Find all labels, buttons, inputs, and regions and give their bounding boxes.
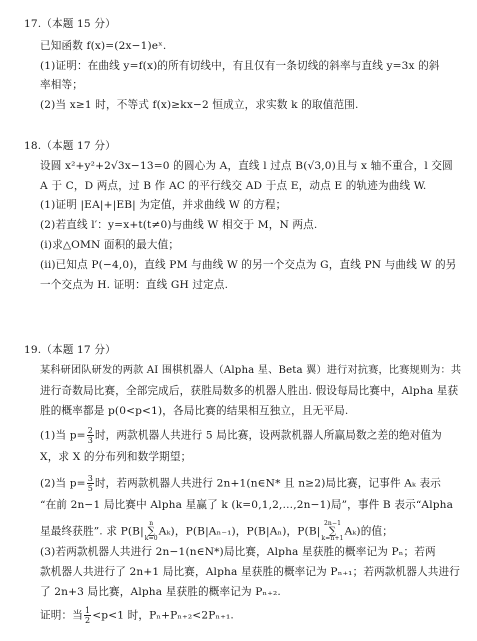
q19-line-11: 了 2n+3 局比赛，Alpha 星获胜的概率记为 Pₙ₊₂. — [40, 586, 281, 598]
sum-upper-limit: n — [149, 520, 154, 527]
fraction-denominator: 2 — [84, 616, 91, 625]
q18-line-5: (i)求△OMN 面积的最大值； — [40, 239, 180, 251]
sigma-icon: ∑ — [147, 526, 155, 537]
q19-line-7: “在前 2n−1 局比赛中 Alpha 星赢了 k (k=0,1,2,…,2n−1)局”，事件 B 表示“Alpha — [40, 499, 454, 511]
q18-line-6: (ii)已知点 P(−4,0)，直线 PM 与曲线 W 的另一个交点为 G，直线 PN 与曲线 W 的另 — [40, 259, 457, 271]
sum-lower-limit: k=0 — [144, 535, 158, 542]
summation-symbol — [145, 521, 158, 542]
q18-line-7: 一个交点为 H. 证明：直线 GH 过定点. — [40, 279, 229, 291]
q19-part-2-text: 时，若两款机器人共进行 2n+1(n∈N* 且 n≥2)局比赛，记事件 Aₖ 表示 — [94, 477, 442, 490]
q17-heading: 17.（本题 15 分） — [24, 18, 116, 30]
q19-part-1-lead: (1)当 p= — [40, 429, 86, 442]
sum-upper-limit: 2n−1 — [323, 520, 342, 527]
fraction-numerator: 3 — [87, 474, 93, 483]
q19-proof-text: <p<1 时，Pₙ+Pₙ₊₂<2Pₙ₊₁. — [92, 609, 234, 622]
q17-line-2: (1)证明：在曲线 y=f(x)的所有切线中，有且仅有一条切线的斜率与直线 y=3x 的斜 — [40, 60, 440, 72]
q19-line-1: 某科研团队研发的两款 AI 围棋机器人（Alpha 星、Beta 翼）进行对抗赛，比赛规则为：共 — [40, 365, 462, 376]
q19-line-10: 款机器人共进行了 2n+1 局比赛，Alpha 星获胜的概率记为 Pₙ₊₁；若两款机器人共进行 — [40, 566, 461, 578]
q19-line-5: X，求 X 的分布列和数学期望； — [40, 451, 192, 463]
q17-line-4: (2)当 x≥1 时，不等式 f(x)≥kx−2 恒成立，求实数 k 的取值范围. — [40, 99, 359, 111]
q19-proof — [40, 606, 463, 625]
fraction-denominator: 5 — [87, 484, 93, 493]
q19-part-1-text: 时，两款机器人共进行 5 局比赛，设两款机器人所赢局数之差的绝对值为 — [94, 429, 442, 442]
q19-part-2 — [40, 474, 463, 493]
fraction-numerator: 1 — [84, 606, 91, 615]
q19-part-1 — [40, 426, 463, 445]
q18-line-2: A 于 C，D 两点，过 B 作 AC 的平行线交 AD 于点 E，动点 E 的轨迹为曲线 W. — [40, 180, 427, 192]
fraction-two-thirds — [87, 426, 94, 445]
q19-line-9: (3)若两款机器人共进行 2n−1(n∈N*)局比赛，Alpha 星获胜的概率记为 Pₙ；若两 — [40, 546, 436, 558]
q19-line-2: 进行奇数局比赛，全部完成后，获胜局数多的机器人胜出. 假设每局比赛中，Alpha 星获 — [40, 385, 459, 397]
q18-line-3: (1)证明 |EA|+|EB| 为定值，并求曲线 W 的方程； — [40, 199, 287, 211]
q19-proof-lead: 证明：当 — [40, 609, 83, 622]
fraction-denominator: 3 — [87, 436, 93, 445]
q19-part-2-lead: (2)当 p= — [40, 477, 86, 490]
q17-line-1: 已知函数 f(x)=(2x−1)eˣ. — [40, 40, 167, 52]
fraction-one-half — [84, 606, 91, 625]
fraction-numerator: 2 — [87, 426, 93, 435]
q18-line-4: (2)若直线 l′：y=x+t(t≠0)与曲线 W 相交于 M，N 两点. — [40, 219, 318, 231]
sigma-icon: ∑ — [328, 526, 337, 537]
q19-line-8 — [40, 521, 463, 542]
q17-line-3: 率相等； — [40, 79, 83, 91]
q18-line-1: 设圆 x²+y²+2√3x−13=0 的圆心为 A，直线 l 过点 B(√3,0)且与 x 轴不重合，l 交圆 — [40, 160, 453, 172]
q19-heading: 19.（本题 17 分） — [24, 344, 116, 356]
fraction-three-fifths — [87, 474, 94, 493]
summation-symbol — [321, 521, 343, 542]
q19-line-8-tail: Aₖ)的值； — [344, 525, 393, 538]
q19-line-8-middle: Aₖ)，P(B|Aₙ₋₁)，P(B|Aₙ)，P(B| — [158, 525, 321, 538]
q19-line-3: 胜的概率都是 p(0<p<1)，各局比赛的结果相互独立，且无平局. — [40, 405, 349, 417]
q18-heading: 18.（本题 17 分） — [24, 140, 116, 152]
sum-lower-limit: k=n+1 — [321, 535, 344, 542]
q19-line-8-lead: 星最终获胜”. 求 P(B| — [40, 525, 144, 538]
